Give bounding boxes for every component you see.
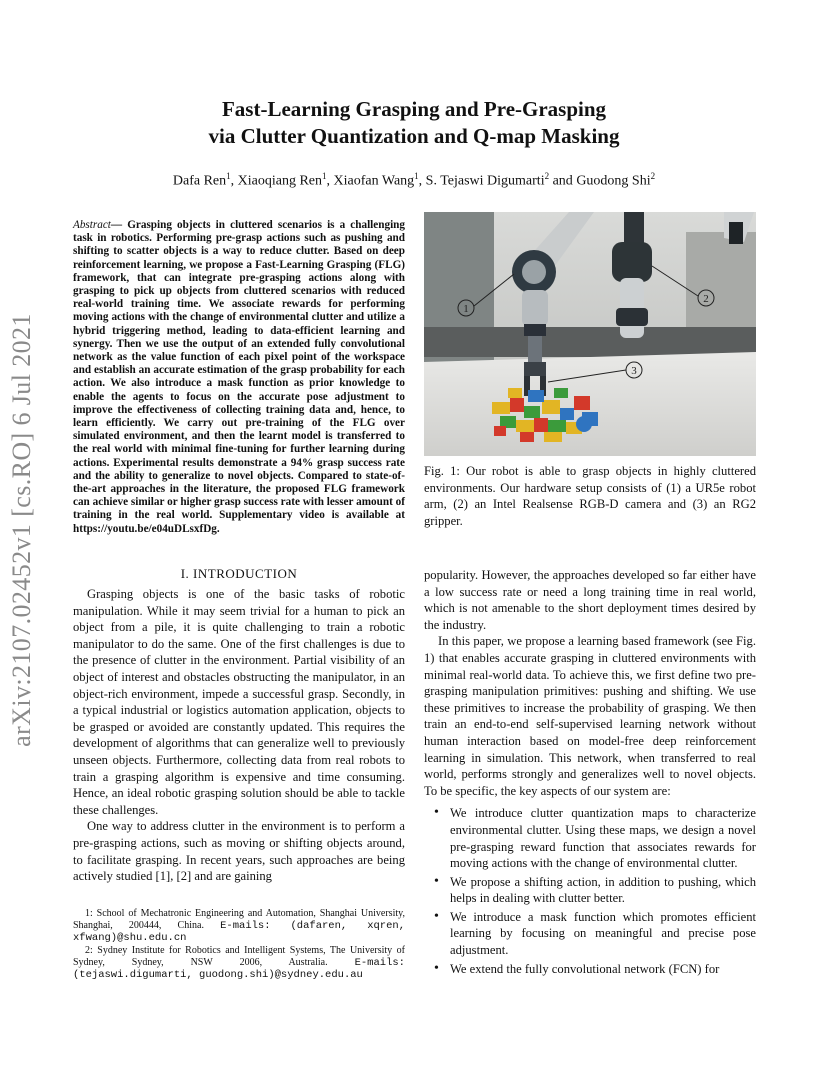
author-0: Dafa Ren <box>172 173 227 189</box>
title-line-1: Fast-Learning Grasping and Pre-Grasping <box>221 97 607 121</box>
paragraph: popularity. However, the approaches developed so far either have a low success rate or need a long training time in real world, which is not amenable to the short deployment times desired by the industry. <box>424 568 756 632</box>
callout-label-1: 1 <box>463 303 469 315</box>
author-separator: , <box>326 173 334 189</box>
author-1-affiliation: 1 <box>322 171 327 181</box>
author-separator: , <box>418 173 426 189</box>
callout-label-2: 2 <box>703 293 709 305</box>
section-heading: I. INTRODUCTION <box>180 566 298 581</box>
author-3: S. Tejaswi Digumarti <box>425 173 545 189</box>
arxiv-stamp-text: arXiv:2107.02452v1 [cs.RO] 6 Jul 2021 <box>7 313 36 747</box>
footnote-2-text: 2: Sydney Institute for Robotics and Intelligent Systems, The University of Sydney, Sydney, NSW 2006, Australia. <box>73 944 405 968</box>
author-2: Xiaofan Wang <box>333 173 415 189</box>
footnotes <box>73 908 405 981</box>
author-list <box>0 171 828 190</box>
abstract <box>73 219 405 536</box>
author-4-affiliation: 2 <box>650 171 656 181</box>
footnote-2 <box>73 945 405 982</box>
author-4: Guodong Shi <box>576 173 651 189</box>
paragraph: Grasping objects is one of the basic tasks of robotic manipulation. While it may seem trivial for a human to pick an object from a pile, it is quite challenging to train a robotic manipulator to do the same. One of the first challenges is due to the presence of clutter in the environment. Partial visibility of an object of interest and obstacles obstructing the manipulator, in an object-rich environment, impede a successful grasp. Secondly, in a typical industrial or logistics automation application, objects to be grasped or avoided are constantly updated. This requires the development of algorithms that can generalize well to previously unseen objects. Furthermore, collecting data from real robots to train a grasping algorithm is expensive and time consuming. Hence, an ideal robotic grasping solution should be able to tackle these challenges. <box>73 587 405 817</box>
footnote-1-text: 1: School of Mechatronic Engineering and Automation, Shanghai University, Shanghai, 200444, China. <box>73 908 405 932</box>
title-line-2: via Clutter Quantization and Q-map Masking <box>208 124 620 148</box>
author-3-affiliation: 2 <box>544 171 550 181</box>
callout-label-3: 3 <box>631 365 637 377</box>
footnote-1 <box>73 908 405 945</box>
footnote-2-emails: E-mails: (tejaswi.digumarti, guodong.shi)@sydney.edu.au <box>73 956 405 982</box>
list-item: • We extend the fully convolutional network (FCN) for <box>450 961 756 978</box>
left-column-body <box>73 586 405 885</box>
list-item: • We introduce a mask function which promotes efficient learning by focusing on meaningful and precise pose adjustment. <box>450 909 756 959</box>
list-item: • We introduce clutter quantization maps to characterize environmental clutter. Using these maps, we design a novel pre-grasping reward function that associates rewards for moving actions with the change of environmental clutter. <box>450 805 756 871</box>
paragraph: One way to address clutter in the environment is to perform a pre-grasping actions, such as moving or shifting objects around, to facilitate grasping. In recent years, such approaches are being actively studied [1], [2] and are gaining <box>73 819 405 884</box>
author-2-affiliation: 1 <box>414 171 419 181</box>
author-1: Xiaoqiang Ren <box>237 173 323 189</box>
author-separator: , <box>230 173 238 189</box>
author-and: and <box>549 173 577 189</box>
abstract-text: — Grasping objects in cluttered scenarios is a challenging task in robotics. Performing pre-grasp actions such as pushing and shifting to scatter objects is a way to reduce clutter. Based on deep reinforcement learning, we propose a Fast-Learning Grasping (FLG) framework, that can integrate pre-grasping actions along with grasping to pick up objects from cluttered scenarios with reduced real-world training time. We associate rewards for performing moving actions with the change of environmental clutter and utilize a hybrid triggering method, leading to data-efficient learning and synergy. Then we use the output of an extended fully convolutional network as the value function of each pixel point of the workspace and establish an accurate estimation of the grasp probability for each action. We also introduce a mask function as prior knowledge to enable the agents to focus on the accurate pose adjustment to improve the effectiveness of collecting training data and, hence, to learn efficiently. We carry out pre-training of the FLG over simulated environment, and then the learnt model is transferred to the real world with minimal fine-tuning for further learning during actions. Experimental results demonstrate a 94% grasp success rate and the ability to generalize to novel objects. Compared to state-of-the-art approaches in the literature, the proposed FLG framework can achieve similar or higher grasp success rate with lesser amount of training in the real world. Supplementary video is available at https://youtu.be/e04uDLsxfDg. <box>73 219 405 535</box>
footnote-1-emails: E-mails: (dafaren, xqren, xfwang)@shu.edu.cn <box>73 920 405 945</box>
figure-robot-photo <box>424 212 756 456</box>
author-0-affiliation: 1 <box>226 171 231 181</box>
paper-title <box>0 96 828 150</box>
paragraph: In this paper, we propose a learning based framework (see Fig. 1) that enables accurate grasping in cluttered environments with minimal real-world data. To achieve this, we first define two pre-grasping manipulation primitives: pushing and shifting. We use these primitives to increase the probability of grasping. We then train an end-to-end self-supervised learning network without human interaction based on model-free deep reinforcement learning in simulation. This network, when transferred to real world, performs strongly and generalizes well to novel objects. To be specific, the key aspects of our system are: <box>424 634 756 798</box>
figure-caption: Fig. 1: Our robot is able to grasp objects in highly cluttered environments. Our hardware setup consists of (1) a UR5e robot arm, (2) an Intel Realsense RGB-D camera and (3) an RG2 gripper. <box>424 464 756 528</box>
right-column-body <box>424 567 756 979</box>
list-item: • We propose a shifting action, in addition to pushing, which helps in dealing with clutter better. <box>450 874 756 907</box>
abstract-label: Abstract <box>73 219 111 231</box>
contribution-list <box>424 805 756 977</box>
robot-photo-illustration <box>424 212 756 456</box>
